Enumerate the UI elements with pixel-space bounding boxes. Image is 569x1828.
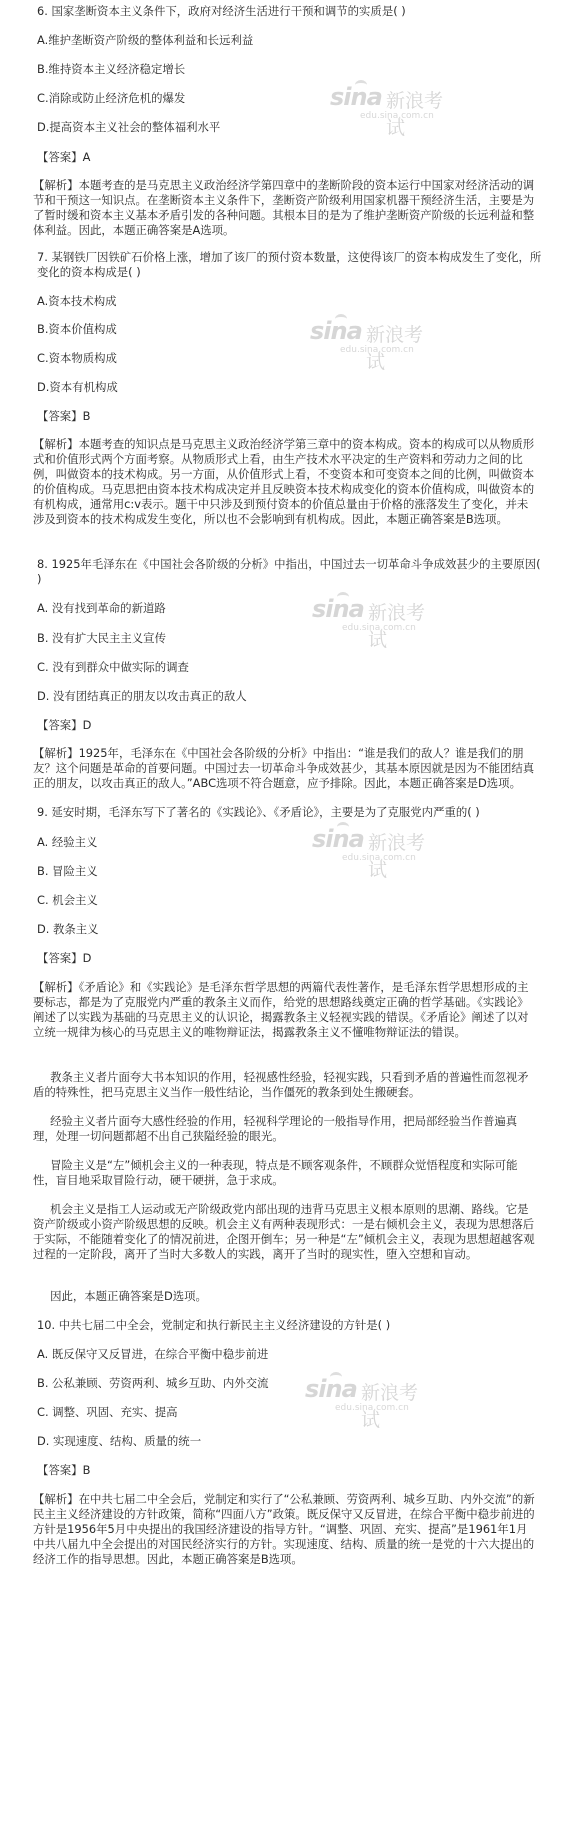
question-9-option-b: B. 冒险主义: [37, 864, 98, 878]
question-9-stem: 9. 延安时期，毛泽东写下了著名的《实践论》、《矛盾论》，主要是为了克服党内严重的( ): [37, 805, 480, 819]
question-6-answer: 【答案】A: [37, 150, 91, 164]
question-6-option-b: B.维持资本主义经济稳定增长: [37, 62, 186, 76]
question-10-option-c: C. 调整、巩固、充实、提高: [37, 1405, 178, 1419]
question-6-option-d: D.提高资本主义社会的整体福利水平: [37, 120, 221, 134]
sina-eye-icon: [355, 80, 367, 90]
question-7-answer: 【答案】B: [37, 409, 91, 423]
question-8-option-d: D. 没有团结真正的朋友以攻击真正的敌人: [37, 689, 247, 703]
sina-watermark: sina 新浪考试 edu.sina.com.cn: [330, 83, 460, 127]
question-9-analysis-p5: 机会主义是指工人运动或无产阶级政党内部出现的违背马克思主义根本原则的思潮、路线。它是资产阶级或小资产阶级思想的反映。机会主义有两种表现形式：一是右倾机会主义，表现为思想落后于实际，不能随着变化了的情况前进，企图开倒车；另一种是“左”倾机会主义，表现为思想超越客观过程的一定阶段，离开了当时大多数人的实践，离开了当时的现实性，堕入空想和盲动。: [33, 1202, 535, 1261]
question-8-stem: 8. 1925年毛泽东在《中国社会各阶级的分析》中指出，中国过去一切革命斗争成效甚少的主要原因( ): [37, 557, 541, 586]
question-6-stem: 6. 国家垄断资本主义条件下，政府对经济生活进行干预和调节的实质是( ): [37, 4, 406, 18]
question-9-analysis-p2: 教条主义者片面夸大书本知识的作用，轻视感性经验，轻视实践，只看到矛盾的普遍性而忽视矛盾的特殊性，把马克思主义当作一般性结论，当作僵死的教条到处生搬硬套。: [33, 1070, 529, 1099]
sina-eye-icon: [337, 822, 349, 832]
question-10-stem: 10. 中共七届二中全会，党制定和执行新民主主义经济建设的方针是( ): [37, 1318, 391, 1332]
sina-watermark: sina 新浪考试 edu.sina.com.cn: [310, 317, 440, 361]
question-10-option-a: A. 既反保守又反冒进，在综合平衡中稳步前进: [37, 1347, 269, 1361]
question-9-answer: 【答案】D: [37, 951, 92, 965]
question-8-answer: 【答案】D: [37, 718, 92, 732]
question-8-analysis: 【解析】1925年，毛泽东在《中国社会各阶级的分析》中指出：“谁是我们的敌人？谁是我们的朋友？这个问题是革命的首要问题。中国过去一切革命斗争成效甚少，其基本原因就是因为不能团结真正的朋友，以攻击真正的敌人。”ABC选项不符合题意，应予排除。因此，本题正确答案是D选项。: [33, 746, 535, 790]
question-10-analysis: 【解析】在中共七届二中全会后，党制定和实行了“公私兼顾、劳资两利、城乡互助、内外交流”的新民主主义经济建设的方针政策，简称“四面八方”政策。既反保守又反冒进，在综合平衡中稳步前进的方针是1956年5月中央提出的我国经济建设的指导方针。“调整、巩固、充实、提高”是1961年1月中共八届九中全会提出的对国民经济实行的方针。实现速度、结构、质量的统一是党的十六大提出的经济工作的指导思想。因此，本题正确答案是B选项。: [33, 1492, 535, 1566]
question-6-option-c: C.消除或防止经济危机的爆发: [37, 91, 186, 105]
question-10-option-d: D. 实现速度、结构、质量的统一: [37, 1434, 202, 1448]
question-9-option-c: C. 机会主义: [37, 893, 98, 907]
sina-watermark: sina 新浪考试 edu.sina.com.cn: [312, 595, 442, 639]
question-7-option-a: A.资本技术构成: [37, 294, 117, 308]
question-8-option-c: C. 没有到群众中做实际的调查: [37, 660, 189, 674]
question-9-analysis-p3: 经验主义者片面夸大感性经验的作用，轻视科学理论的一般指导作用，把局部经验当作普遍真理，处理一切问题都超不出自己狭隘经验的眼光。: [33, 1114, 518, 1143]
question-6-analysis: 【解析】本题考查的是马克思主义政治经济学第四章中的垄断阶段的资本运行中国家对经济活动的调节和干预这一知识点。在垄断资本主义条件下，垄断资产阶级利用国家机器干预经济生活，主要是为了暂时缓和资本主义基本矛盾引发的各种问题。其根本目的是为了维护垄断资产阶级的长远利益和整体利益。因此，本题正确答案是A选项。: [33, 178, 535, 237]
question-9-analysis-p6: 因此，本题正确答案是D选项。: [50, 1289, 207, 1303]
question-7-analysis: 【解析】本题考查的知识点是马克思主义政治经济学第三章中的资本构成。资本的构成可以从物质形式和价值形式两个方面考察。从物质形式上看，由生产技术水平决定的生产资料和劳动力之间的比例，叫做资本的技术构成。另一方面，从价值形式上看，不变资本和可变资本之间的比例，叫做资本的价值构成。马克思把由资本技术构成决定并且反映资本技术构成变化的资本价值构成，叫做资本的有机构成，通常用c:v表示。题干中只涉及到预付资本的价值总量由于价格的涨落发生了变化，并未涉及到资本的技术构成发生变化，所以也不会影响到有机构成。因此，本题正确答案是B选项。: [33, 437, 535, 526]
sina-watermark: sina 新浪考试 edu.sina.com.cn: [305, 1375, 435, 1419]
question-7-option-b: B.资本价值构成: [37, 322, 117, 336]
question-6-option-a: A.维护垄断资产阶级的整体利益和长远利益: [37, 33, 254, 47]
sina-watermark: sina 新浪考试 edu.sina.com.cn: [312, 825, 442, 869]
question-7-option-c: C.资本物质构成: [37, 351, 117, 365]
question-8-option-a: A. 没有找到革命的新道路: [37, 601, 166, 615]
question-9-option-d: D. 教条主义: [37, 922, 99, 936]
question-8-option-b: B. 没有扩大民主主义宣传: [37, 631, 166, 645]
question-9-analysis-p1: 【解析】《矛盾论》和《实践论》是毛泽东哲学思想的两篇代表性著作，是毛泽东哲学思想形成的主要标志，都是为了克服党内严重的教条主义而作，给党的思想路线奠定正确的哲学基础。《实践论》阐述了以实践为基础的马克思主义的认识论，揭露教条主义轻视实践的错误。《矛盾论》阐述了以对立统一规律为核心的马克思主义的唯物辩证法，揭露教条主义不懂唯物辩证法的错误。: [33, 980, 529, 1039]
question-7-stem: 7. 某钢铁厂因铁矿石价格上涨，增加了该厂的预付资本数量，这使得该厂的资本构成发生了变化，所变化的资本构成是( ): [37, 250, 542, 279]
question-10-answer: 【答案】B: [37, 1463, 91, 1477]
question-10-option-b: B. 公私兼顾、劳资两利、城乡互助、内外交流: [37, 1376, 269, 1390]
question-9-analysis-p4: 冒险主义是“左”倾机会主义的一种表现，特点是不顾客观条件，不顾群众觉悟程度和实际可能性，盲目地采取冒险行动，硬干硬拼，急于求成。: [33, 1158, 518, 1187]
question-7-option-d: D.资本有机构成: [37, 380, 118, 394]
question-9-option-a: A. 经验主义: [37, 835, 98, 849]
